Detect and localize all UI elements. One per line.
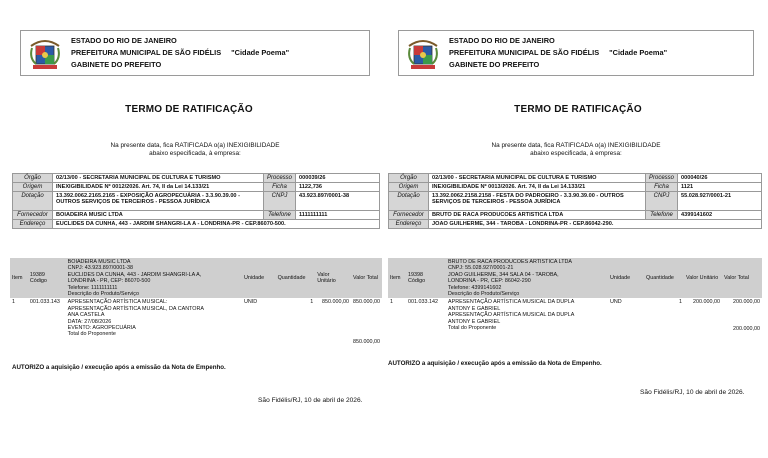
col-valor-total: Valor Total: [351, 258, 382, 298]
place-date: São Fidélis/RJ, 10 de abril de 2026.: [258, 397, 363, 404]
col-codigo: [28, 258, 66, 298]
item-unit: UND: [610, 299, 622, 306]
orgao-value: 02/13/00 - SECRETARIA MUNICIPAL DE CULTURA E TURISMO: [53, 174, 264, 183]
supplier-line: Descrição do Produto/Serviço: [67, 291, 139, 298]
state-name: ESTADO DO RIO DE JANEIRO: [449, 36, 555, 45]
supplier-line: LONDRINA - PR, CEP: 86070-500: [67, 278, 151, 285]
supplier-code: 19398: [408, 271, 423, 278]
supplier-line: CNPJ: 43.923.897/0001-38: [67, 265, 134, 272]
desc-line: ANA CASTELA: [67, 312, 105, 319]
desc-line: APRESENTAÇÃO ARTÍSTICA MUSICAL, DA CANTORA: [67, 305, 204, 312]
items-header-row: [388, 258, 762, 298]
place-date: São Fidélis/RJ, 10 de abril de 2026.: [640, 389, 745, 396]
ratification-info-table: [12, 173, 380, 229]
col-item: Item: [388, 258, 406, 298]
processo-label: Processo: [645, 174, 677, 183]
supplier-line: CNPJ: 55.028.927/0001-21: [448, 265, 514, 272]
orgao-label: Órgão: [389, 174, 429, 183]
intro-text: [388, 142, 764, 158]
intro-line-2: abaixo especificada, à empresa:: [149, 150, 241, 157]
authorization-text: AUTORIZO a aquisição / execução após a emissão da Nota de Empenho.: [388, 360, 602, 367]
item-quantity: 1: [310, 299, 314, 306]
telefone-value: 1111111111: [296, 211, 380, 220]
col-description: [66, 258, 242, 298]
intro-line-1: Na presente data, fica RATIFICADA o(a) INEXIGIBILIDADE: [491, 142, 661, 149]
supplier-code: 19389: [29, 271, 45, 278]
col-quantidade: Quantidade: [276, 258, 316, 298]
dotacao-label: Dotação: [389, 192, 429, 211]
office-name: GABINETE DO PREFEITO: [449, 60, 540, 69]
item-number: 1: [390, 299, 393, 306]
desc-line: ANTONY E GABRIEL: [448, 318, 501, 325]
document-right: [388, 0, 764, 458]
processo-value: 000040/26: [678, 174, 762, 183]
prefecture-name: PREFEITURA MUNICIPAL DE SÃO FIDÉLIS: [449, 48, 600, 57]
desc-line: DATA: 27/08/2026: [67, 318, 112, 325]
item-quantity: 1: [679, 299, 682, 306]
codigo-label: Código: [408, 278, 426, 285]
desc-line: APRESENTAÇÃO ARTÍSTICA MUSICAL:: [67, 299, 168, 306]
dotacao-value: 13.392.0062.2158.2158 - FESTA DO PADROEIRO - 3.3.90.39.00 - OUTROS SERVIÇOS DE TERCEIROS - PESSOA JURÍDICA: [429, 192, 646, 211]
item-total-price: 850.000,00: [353, 299, 380, 306]
supplier-line: BOIADEIRA MUSIC LTDA: [67, 259, 131, 265]
total-label: Total do Proponente: [448, 325, 497, 332]
telefone-label: Telefone: [645, 211, 677, 220]
fornecedor-label: Fornecedor: [389, 211, 429, 220]
supplier-line: Telefone: 1111111111: [67, 284, 118, 291]
col-valor-total: Valor Total: [722, 258, 762, 298]
processo-value: 000039/26: [296, 174, 380, 183]
supplier-line: JOAO GUILHERME, 344 SALA 04 - TAROBA,: [448, 271, 559, 278]
ficha-value: 1121: [678, 183, 762, 192]
col-item: Item: [10, 258, 28, 298]
prefecture-name: PREFEITURA MUNICIPAL DE SÃO FIDÉLIS: [71, 48, 222, 57]
col-unidade: Unidade: [242, 258, 276, 298]
item-description: [446, 298, 608, 333]
item-total-price: 200.000,00: [733, 299, 760, 306]
item-code: 001.033.142: [408, 299, 438, 306]
item-description: [66, 298, 242, 346]
orgao-value: 02/13/00 - SECRETARIA MUNICIPAL DE CULTURA E TURISMO: [429, 174, 646, 183]
supplier-line: Telefone: 4399141602: [448, 284, 502, 291]
table-row: [388, 298, 762, 333]
origem-label: Origem: [389, 183, 429, 192]
endereco-label: Endereço: [13, 220, 53, 229]
cnpj-label: CNPJ: [263, 192, 295, 211]
items-table: [10, 258, 382, 346]
items-header-row: [10, 258, 382, 298]
col-quantidade: Quantidade: [644, 258, 684, 298]
proponent-total: 200.000,00: [733, 325, 760, 332]
intro-text: [6, 142, 384, 158]
state-name: ESTADO DO RIO DE JANEIRO: [71, 36, 177, 45]
intro-line-2: abaixo especificada, à empresa:: [530, 150, 622, 157]
telefone-label: Telefone: [263, 211, 295, 220]
item-code: 001.033.143: [29, 299, 60, 306]
city-crest-icon: [405, 34, 441, 72]
cnpj-value: 55.028.927/0001-21: [678, 192, 762, 211]
authorization-text: AUTORIZO a aquisição / execução após a emissão da Nota de Empenho.: [12, 364, 226, 371]
ficha-value: 1122,736: [296, 183, 380, 192]
supplier-line: LONDRINA - PR, CEP: 86042-290: [448, 278, 531, 285]
document-left: [6, 0, 384, 458]
desc-line: ANTONY E GABRIEL: [448, 305, 501, 312]
processo-label: Processo: [263, 174, 295, 183]
desc-line: EVENTO: AGROPECUÁRIA: [67, 325, 136, 332]
desc-line: APRESENTAÇÃO ARTÍSTICA MUSICAL DA DUPLA: [448, 312, 575, 319]
endereco-value: EUCLIDES DA CUNHA, 443 - JARDIM SHANGRI-LA A - LONDRINA-PR - CEP.86070-500.: [53, 220, 380, 229]
letterhead: [398, 30, 754, 76]
col-description: [446, 258, 608, 298]
letterhead: [20, 30, 370, 76]
col-unidade: Unidade: [608, 258, 644, 298]
item-number: 1: [12, 299, 15, 306]
fornecedor-value: BRUTO DE RACA PRODUCOES ARTISTICA LTDA: [429, 211, 646, 220]
fornecedor-value: BOIADEIRA MUSIC LTDA: [53, 211, 264, 220]
ratification-info-table: [388, 173, 762, 229]
origem-value: INEXIGIBILIDADE Nº 0013/2026. Art. 74, II da Lei 14.133/21: [429, 183, 646, 192]
item-unit: UNID: [243, 299, 258, 306]
item-total-cell: [722, 298, 762, 333]
col-valor-unitario: Valor Unitário: [315, 258, 351, 298]
supplier-line: BRUTO DE RACA PRODUCOES ARTISTICA LTDA: [448, 259, 573, 265]
item-unit-price: 200.000,00: [693, 299, 720, 306]
telefone-value: 4399141602: [678, 211, 762, 220]
city-crest-icon: [27, 34, 63, 72]
origem-value: INEXIGIBILIDADE Nº 0012/2026. Art. 74, II da Lei 14.133/21: [53, 183, 264, 192]
ficha-label: Ficha: [645, 183, 677, 192]
city-motto: "Cidade Poema": [231, 48, 290, 57]
codigo-label: Código: [29, 278, 47, 285]
item-unit-price: 850.000,00: [322, 299, 350, 306]
desc-line: APRESENTAÇÃO ARTÍSTICA MUSICAL DA DUPLA: [448, 299, 575, 306]
dotacao-label: Dotação: [13, 192, 53, 211]
document-title: TERMO DE RATIFICAÇÃO: [125, 104, 253, 115]
intro-line-1: Na presente data, fica RATIFICADA o(a) INEXIGIBILIDADE: [110, 142, 280, 149]
cnpj-label: CNPJ: [645, 192, 677, 211]
proponent-total: 850.000,00: [353, 338, 380, 345]
dotacao-value: 13.392.0062.2165.2165 - EXPOSIÇÃO AGROPECUÁRIA - 3.3.90.39.00 - OUTROS SERVIÇOS DE TERCEIROS - PESSOA JURÍDICA: [53, 192, 264, 211]
orgao-label: Órgão: [13, 174, 53, 183]
endereco-label: Endereço: [389, 220, 429, 229]
supplier-line: Descrição do Produto/Serviço: [448, 291, 520, 298]
origem-label: Origem: [13, 183, 53, 192]
document-title: TERMO DE RATIFICAÇÃO: [514, 104, 642, 115]
endereco-value: JOAO GUILHERME, 344 - TAROBA - LONDRINA-PR - CEP.86042-290.: [429, 220, 762, 229]
office-name: GABINETE DO PREFEITO: [71, 60, 162, 69]
city-motto: "Cidade Poema": [609, 48, 668, 57]
ficha-label: Ficha: [263, 183, 295, 192]
supplier-line: EUCLIDES DA CUNHA, 443 - JARDIM SHANGRI-LA A,: [67, 271, 202, 278]
col-codigo: [406, 258, 446, 298]
table-row: [10, 298, 382, 346]
items-table: [388, 258, 762, 333]
total-label: Total do Proponente: [67, 331, 116, 338]
col-valor-unitario: Valor Unitário: [684, 258, 722, 298]
fornecedor-label: Fornecedor: [13, 211, 53, 220]
item-total-cell: [351, 298, 382, 346]
cnpj-value: 43.923.897/0001-38: [296, 192, 380, 211]
